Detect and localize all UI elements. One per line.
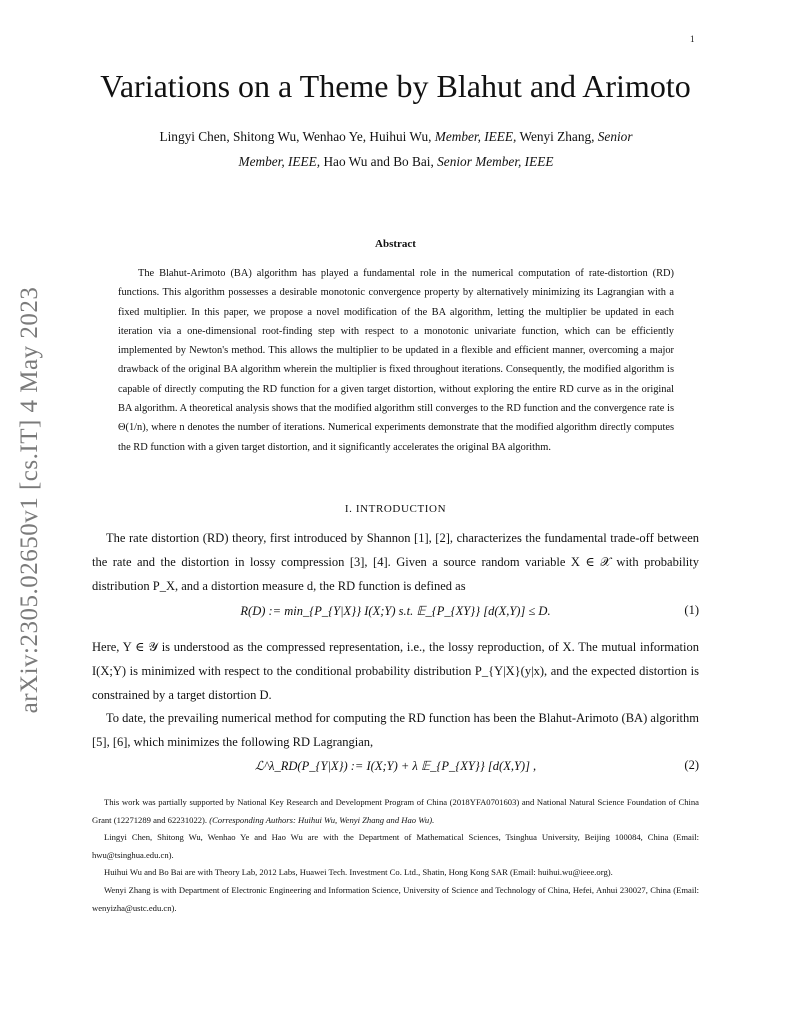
page-number: 1 — [690, 34, 695, 44]
equation-2 — [92, 758, 699, 782]
authors-affil-1: Member, IEEE, — [434, 129, 517, 144]
author-list — [108, 124, 684, 174]
footnote-affiliation-ustc: Wenyi Zhang is with Department of Electronic Engineering and Information Science, University of Science and Technology of China, Hefei, Anhui 230027, China (Email: wenyizha@ustc.edu.cn). — [92, 884, 699, 913]
paper-title: Variations on a Theme by Blahut and Arimoto — [100, 68, 691, 104]
authors-names-3: Hao Wu and Bo Bai, — [323, 154, 434, 169]
intro-paragraph-3: To date, the prevailing numerical method for computing the RD function has been the Blahut-Arimoto (BA) algorithm [5], [6], which minimizes the following RD Lagrangian, — [92, 711, 699, 750]
footnote-corresponding: (Corresponding Authors: Huihui Wu, Wenyi Zhang and Hao Wu). — [209, 814, 435, 825]
arxiv-stamp-text: arXiv:2305.02650v1 [cs.IT] 4 May 2023 — [16, 286, 43, 714]
intro-paragraph-2: Here, Y ∈ 𝒴 is understood as the compressed representation, i.e., the lossy reproduction, of X. The mutual information I(X;Y) is minimized with respect to the conditional probability distribution P_{Y|X}(y|x), and the expected distortion is constrained by a target distortion D. — [92, 640, 699, 703]
footnote-funding — [92, 794, 699, 829]
authors-affil-3: Member, IEEE, — [238, 154, 321, 169]
equation-1-body: R(D) := min_{P_{Y|X}} I(X;Y) s.t. 𝔼_{P_{XY}} [d(X,Y)] ≤ D. — [240, 604, 551, 618]
intro-paragraph-1: The rate distortion (RD) theory, first introduced by Shannon [1], [2], characterizes the fundamental trade-off between the rate and the distortion in lossy compression [3], [4]. Given a source random variable X ∈ 𝒳 with probability distribution P_X, and a distortion measure d, the RD function is defined as — [92, 531, 699, 594]
equation-2-body: ℒ^λ_RD(P_{Y|X}) := I(X;Y) + λ 𝔼_{P_{XY}} [d(X,Y)] , — [254, 759, 537, 773]
equation-2-number: (2) — [684, 758, 699, 772]
authors-affil-4: Senior Member, IEEE — [437, 154, 554, 169]
arxiv-stamp — [8, 280, 52, 720]
equation-1-number: (1) — [684, 603, 699, 617]
authors-affil-2: Senior — [597, 129, 633, 144]
footnote-affiliation-huawei: Huihui Wu and Bo Bai are with Theory Lab, 2012 Labs, Huawei Tech. Investment Co. Ltd., Shatin, Hong Kong SAR (Email: huihui.wu@ieee.org). — [104, 867, 613, 878]
authors-names-1: Lingyi Chen, Shitong Wu, Wenhao Ye, Huihui Wu, — [159, 129, 432, 144]
abstract-heading: Abstract — [375, 238, 416, 250]
footnote-funding-text: This work was partially supported by National Key Research and Development Program of China (2018YFA0701603) and National Natural Science Foundation of China Grant (12271289 and 62231022). — [92, 797, 699, 825]
equation-1 — [92, 603, 699, 627]
footnote-affiliation-tsinghua: Lingyi Chen, Shitong Wu, Wenhao Ye and Hao Wu are with the Department of Mathematical Sciences, Tsinghua University, Beijing 100084, China (Email: hwu@tsinghua.edu.cn). — [92, 832, 699, 860]
footnotes — [92, 794, 699, 917]
abstract-text: The Blahut-Arimoto (BA) algorithm has played a fundamental role in the numerical computation of rate-distortion (RD) functions. This algorithm possesses a desirable monotonic convergence property by alternatively minimizing its Lagrangian with a fixed multiplier. In this paper, we propose a novel modification of the BA algorithm, letting the multiplier be updated in each iteration via a one-dimensional root-finding step with respect to a monotonic univariate function, which can be efficiently implemented by Newton's method. This allows the multiplier to be updated in a flexible and efficient manner, overcoming a major drawback of the original BA algorithm wherein the multiplier is fixed throughout iterations. Consequently, the modified algorithm is capable of directly computing the RD function for a given target distortion, without exploring the entire RD curve as in the original BA algorithm. A theoretical analysis shows that the modified algorithm still converges to the RD function and the convergence rate is Θ(1/n), where n denotes the number of iterations. Numerical experiments demonstrate that the modified algorithm directly computes the RD function with a given target distortion, and it significantly accelerates the original BA algorithm. — [118, 268, 674, 453]
section-heading: I. INTRODUCTION — [344, 503, 447, 515]
authors-names-2: Wenyi Zhang, — [519, 129, 595, 144]
